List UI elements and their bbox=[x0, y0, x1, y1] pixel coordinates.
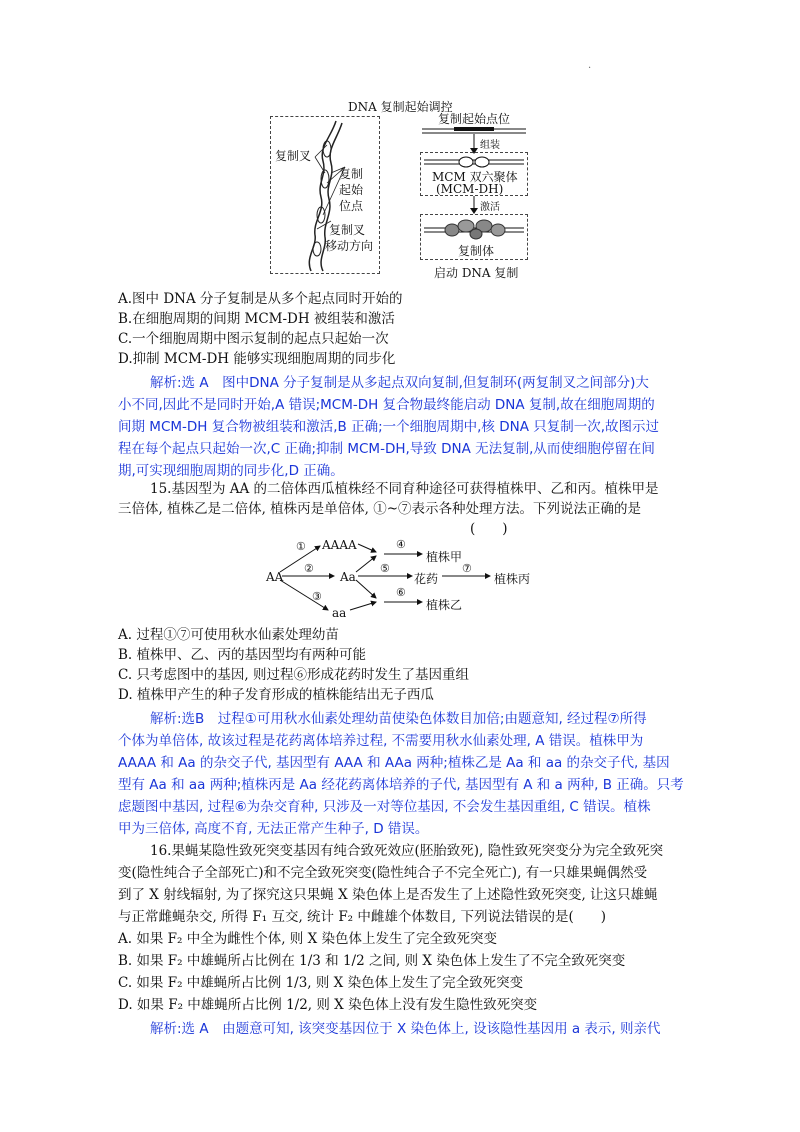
q16-answer-line: 解析:选 A 由题意可知, 该突变基因位于 X 染色体上, 设该隐性基因用 a 表示, 则亲代 bbox=[150, 1021, 661, 1037]
breeding-flow-diagram bbox=[262, 530, 542, 620]
node-plant-bing: 植株丙 bbox=[494, 572, 531, 586]
step-6: ⑥ bbox=[396, 586, 406, 599]
start-replication-label: 启动 DNA 复制 bbox=[434, 266, 519, 280]
q15-stem-line: 三倍体, 植株乙是二倍体, 植株丙是单倍体, ①~⑦表示各种处理方法。下列说法正确的是 bbox=[118, 501, 642, 517]
fork-label: 复制叉 bbox=[275, 149, 312, 163]
step-4: ④ bbox=[396, 538, 406, 551]
step-1: ① bbox=[296, 540, 306, 553]
q15-option-c: C. 只考虑图中的基因, 则过程⑥形成花药时发生了基因重组 bbox=[118, 667, 470, 683]
q14-option-a: A.图中 DNA 分子复制是从多个起点同时开始的 bbox=[118, 291, 403, 307]
q14-answer-line: 小不同,因此不是同时开始,A 错误;MCM-DH 复合物最终能启动 DNA 复制,故在细胞周期的 bbox=[118, 397, 655, 413]
node-aa-recessive: aa bbox=[332, 606, 347, 620]
node-aa-hybrid: Aa bbox=[340, 570, 356, 584]
fork-move-label-1: 复制叉 bbox=[329, 223, 366, 237]
page-mark: . bbox=[588, 60, 592, 71]
figure-title: DNA 复制起始调控 bbox=[348, 100, 453, 114]
q16-stem-line: 16.果蝇某隐性致死突变基因有纯合致死效应(胚胎致死), 隐性致死突变分为完全致死突 bbox=[150, 843, 664, 859]
node-plant-jia: 植株甲 bbox=[426, 550, 463, 564]
origin-site-label: 复制起始点位 bbox=[438, 112, 511, 126]
q15-answer-blank: ( ) bbox=[470, 521, 508, 537]
origin-label-3: 位点 bbox=[339, 199, 364, 213]
fork-move-label-2: 移动方向 bbox=[325, 239, 374, 253]
dna-replication-panel bbox=[270, 116, 380, 274]
q16-option-b: B. 如果 F₂ 中雄蝇所占比例在 1/3 和 1/2 之间, 则 X 染色体上发生了不完全致死突变 bbox=[118, 953, 626, 969]
q14-answer-line: 期,可实现细胞周期的同步化,D 正确。 bbox=[118, 463, 344, 479]
q14-option-b: B.在细胞周期的间期 MCM-DH 被组装和激活 bbox=[118, 311, 395, 327]
q16-stem-line: 与正常雌蝇杂交, 所得 F₁ 互交, 统计 F₂ 中雌雄个体数目, 下列说法错误的是( ) bbox=[118, 909, 607, 925]
q15-answer-line: 解析:选B 过程①可用秋水仙素处理幼苗使染色体数目加倍;由题意知, 经过程⑦所得 bbox=[150, 711, 647, 727]
q15-option-b: B. 植株甲、乙、丙的基因型均有两种可能 bbox=[118, 647, 367, 663]
step-3: ③ bbox=[312, 590, 322, 603]
mcm-label-2: (MCM-DH) bbox=[436, 182, 504, 196]
assemble-label: 组装 bbox=[480, 140, 500, 151]
step-2: ② bbox=[304, 562, 314, 575]
q16-option-a: A. 如果 F₂ 中全为雌性个体, 则 X 染色体上发生了完全致死突变 bbox=[118, 931, 497, 947]
node-plant-yi: 植株乙 bbox=[426, 598, 463, 612]
q16-option-d: D. 如果 F₂ 中雄蝇所占比例 1/2, 则 X 染色体上没有发生隐性致死突变 bbox=[118, 997, 538, 1013]
q15-answer-line: 个体为单倍体, 故该过程是花药离体培养过程, 不需要用秋水仙素处理, A 错误。植株甲为 bbox=[118, 733, 644, 749]
q16-option-c: C. 如果 F₂ 中雄蝇所占比例 1/3, 则 X 染色体上发生了完全致死突变 bbox=[118, 975, 524, 991]
q16-stem-line: 变(隐性纯合子全部死亡)和不完全致死突变(隐性纯合子不完全死亡), 有一只雄果蝇偶然受 bbox=[118, 865, 648, 881]
activate-label: 激活 bbox=[480, 202, 500, 213]
q14-answer-line: 程在每个起点只起始一次,C 正确;抑制 MCM-DH,导致 DNA 无法复制,从而使细胞停留在间 bbox=[118, 441, 655, 457]
q14-option-d: D.抑制 MCM-DH 能够实现细胞周期的同步化 bbox=[118, 351, 396, 367]
q15-answer-line: 甲为三倍体, 高度不育, 无法正常产生种子, D 错误。 bbox=[118, 821, 429, 837]
q15-answer-line: 型有 Aa 和 aa 两种;植株丙是 Aa 经花药离体培养的子代, 基因型有 A 和 a 两种, B 正确。只考 bbox=[118, 777, 684, 793]
q14-answer-line: 间期 MCM-DH 复合物被组装和激活,B 正确;一个细胞周期中,核 DNA 只复制一次,故图示过 bbox=[118, 419, 660, 435]
replisome-label: 复制体 bbox=[458, 244, 495, 258]
mcm-label-1: MCM 双六聚体 bbox=[432, 170, 518, 184]
step-7: ⑦ bbox=[462, 562, 472, 575]
node-aaaa: AAAA bbox=[322, 538, 357, 552]
q14-option-c: C.一个细胞周期中图示复制的起点只起始一次 bbox=[118, 331, 389, 347]
node-aa-parent: AA bbox=[266, 570, 284, 584]
q15-answer-line: AAAA 和 Aa 的杂交子代, 基因型有 AAA 和 AAa 两种;植株乙是 Aa 和 aa 的杂交子代, 基因 bbox=[118, 755, 670, 771]
mcm-pathway-panel bbox=[418, 108, 530, 278]
node-pollen: 花药 bbox=[414, 572, 439, 586]
step-5: ⑤ bbox=[380, 562, 390, 575]
origin-label-2: 起始 bbox=[339, 183, 364, 197]
q16-stem-line: 到了 X 射线辐射, 为了探究这只果蝇 X 染色体上是否发生了上述隐性致死突变, 让这只雄蝇 bbox=[118, 887, 658, 903]
q15-option-a: A. 过程①⑦可使用秋水仙素处理幼苗 bbox=[118, 627, 339, 643]
q15-stem-line: 15.基因型为 AA 的二倍体西瓜植株经不同育种途径可获得植株甲、乙和丙。植株甲是 bbox=[150, 481, 659, 497]
q15-option-d: D. 植株甲产生的种子发育形成的植株能结出无子西瓜 bbox=[118, 687, 434, 703]
q14-answer-line: 解析:选 A 图中DNA 分子复制是从多起点双向复制,但复制环(两复制叉之间部分)大 bbox=[150, 375, 649, 391]
q15-answer-line: 虑题图中基因, 过程⑥为杂交育种, 只涉及一对等位基因, 不会发生基因重组, C 错误。植株 bbox=[118, 799, 651, 815]
origin-label-1: 复制 bbox=[339, 167, 364, 181]
